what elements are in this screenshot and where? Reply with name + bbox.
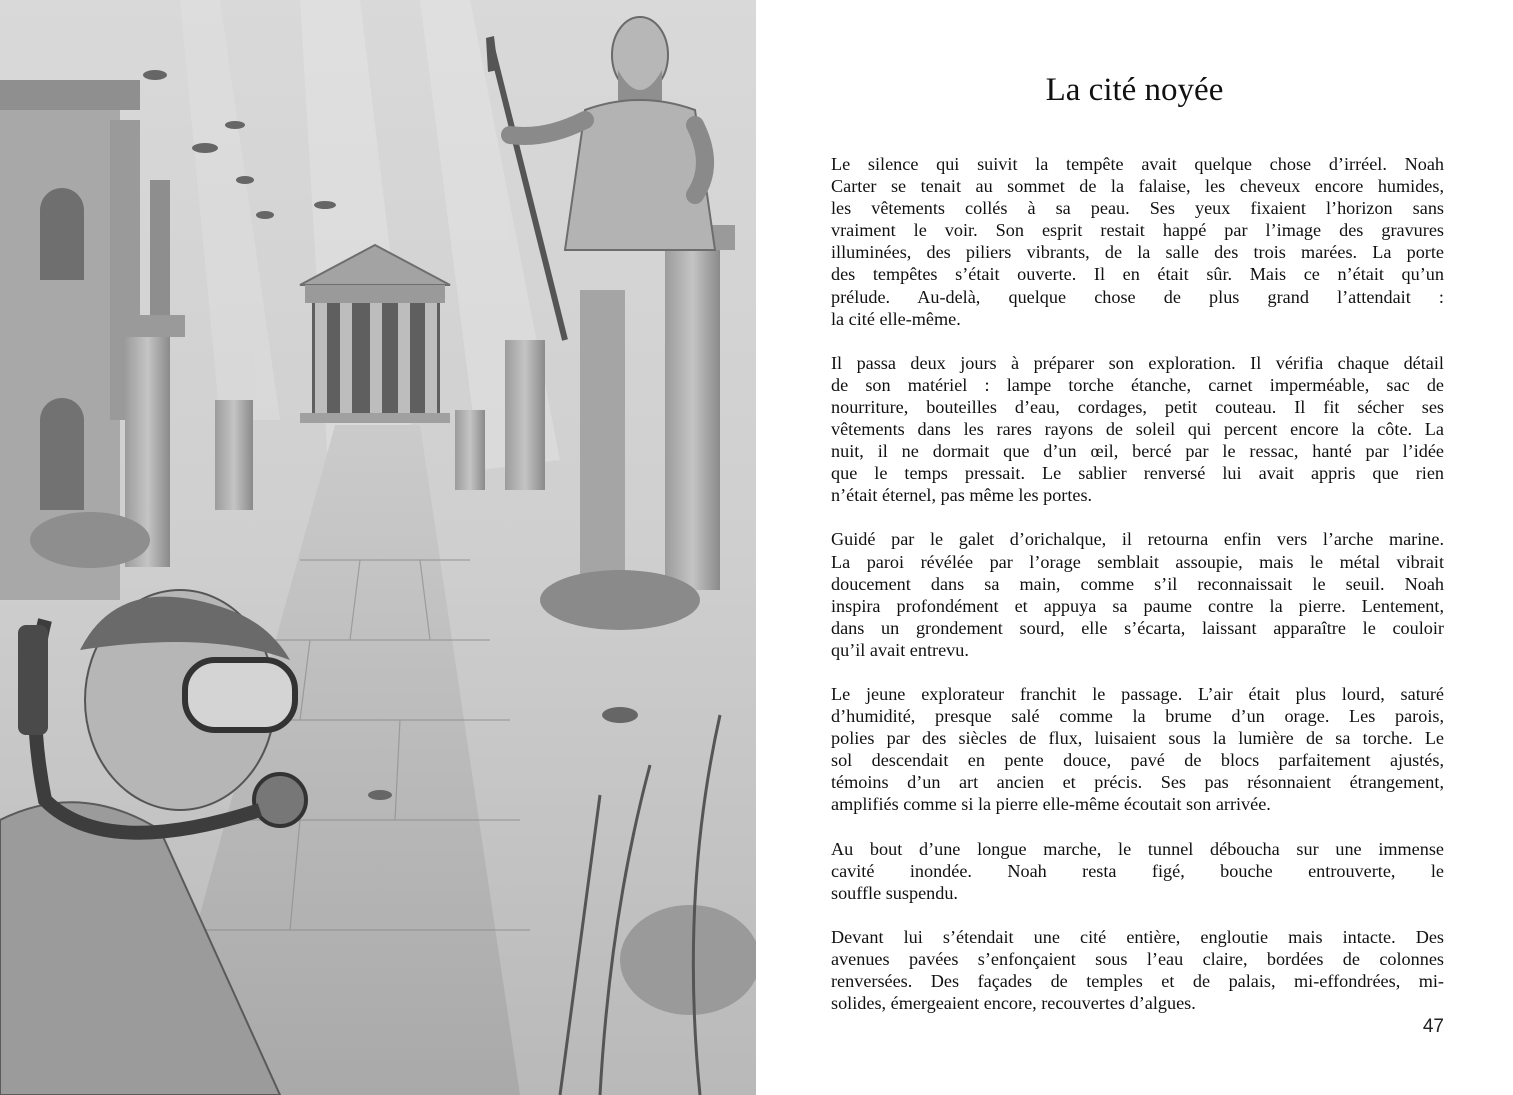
paragraph [831,352,1444,507]
text-line: doucement dans sa main, comme s’il reconnaissait le seuil. Noah [831,573,1444,594]
underwater-ruins-illustration [0,0,756,1095]
text-line: n’était éternel, pas même les portes. [831,485,1093,506]
text-line: nuit, il ne dormait que d’un œil, bercé par le ressac, hanté par l’idée [831,441,1444,462]
paragraph [831,838,1444,904]
text-line: témoins d’un art ancien et précis. Ses pas résonnaient étrangement, [831,772,1444,793]
text-line: vraiment le voir. Son esprit restait happé par l’image des gravures [831,220,1444,241]
text-line: Le silence qui suivit la tempête avait quelque chose d’irréel. Noah [831,154,1444,174]
text-line: qu’il avait entrevu. [831,639,969,660]
text-line: les vêtements collés à sa peau. Ses yeux fixaient l’horizon sans [831,198,1444,219]
text-line: que le temps pressait. Le sablier renversé lui avait appris que rien [831,463,1444,484]
text-line: dans un grondement sourd, elle s’écarta, laissant apparaître le couloir [831,617,1444,638]
text-line: Guidé par le galet d’orichalque, il retourna enfin vers l’arche marine. [831,529,1444,550]
text-line: Devant lui s’étendait une cité entière, engloutie mais intacte. Des [831,926,1444,947]
chapter-body [831,153,1444,1036]
text-line: La paroi révélée par l’orage semblait assoupie, mais le métal vibrait [831,551,1444,572]
text-line: des tempêtes s’était ouverte. Il en était sûr. Mais ce n’était qu’un [831,264,1444,285]
paragraph [831,528,1444,661]
page-number: 47 [1422,1016,1444,1037]
text-line: vêtements dans les rares rayons de soleil qui percent encore la côte. La [831,419,1444,440]
text-line: avenues pavées s’enfonçaient sous l’eau claire, bordées de colonnes [831,948,1444,969]
text-line: d’humidité, presque salé comme la brume d’un orage. Les parois, [831,706,1444,727]
text-line: de son matériel : lampe torche étanche, carnet imperméable, sac de [831,374,1444,395]
text-line: Au bout d’une longue marche, le tunnel déboucha sur une immense [831,838,1444,859]
text-line: Carter se tenait au sommet de la falaise, les cheveux encore humides, [831,176,1444,197]
text-line: sol descendait en pente douce, pavé de blocs parfaitement ajustés, [831,750,1444,771]
text-line: amplifiés comme si la pierre elle-même écoutait son arrivée. [831,794,1271,815]
text-line: solides, émergeaient encore, recouvertes d’algues. [831,993,1196,1014]
text-line: polies par des siècles de flux, luisaient sous la lumière de sa torche. Le [831,728,1444,749]
paragraph [831,683,1444,816]
text-line: Il passa deux jours à préparer son exploration. Il vérifia chaque détail [831,352,1444,373]
chapter-title: La cité noyée [1045,72,1224,108]
text-line: illuminées, des piliers vibrants, de la salle des trois marées. La porte [831,242,1444,263]
paragraph [831,153,1444,330]
text-line: cavité inondée. Noah resta figé, bouche entrouverte, le [831,860,1444,881]
text-line: renversées. Des façades de temples et de palais, mi-effondrées, mi- [831,971,1444,991]
text-page [756,0,1513,1095]
text-line: nourriture, bouteilles d’eau, cordages, petit couteau. Il fit sécher ses [831,396,1444,417]
text-line: Le jeune explorateur franchit le passage. L’air était plus lourd, saturé [831,683,1444,704]
text-line: prélude. Au-delà, quelque chose de plus grand l’attendait : [831,286,1444,307]
text-line: souffle suspendu. [831,882,958,903]
text-line: inspira profondément et appuya sa paume contre la pierre. Lentement, [831,595,1444,616]
text-line: la cité elle-même. [831,308,961,329]
paragraph [831,926,1444,1014]
